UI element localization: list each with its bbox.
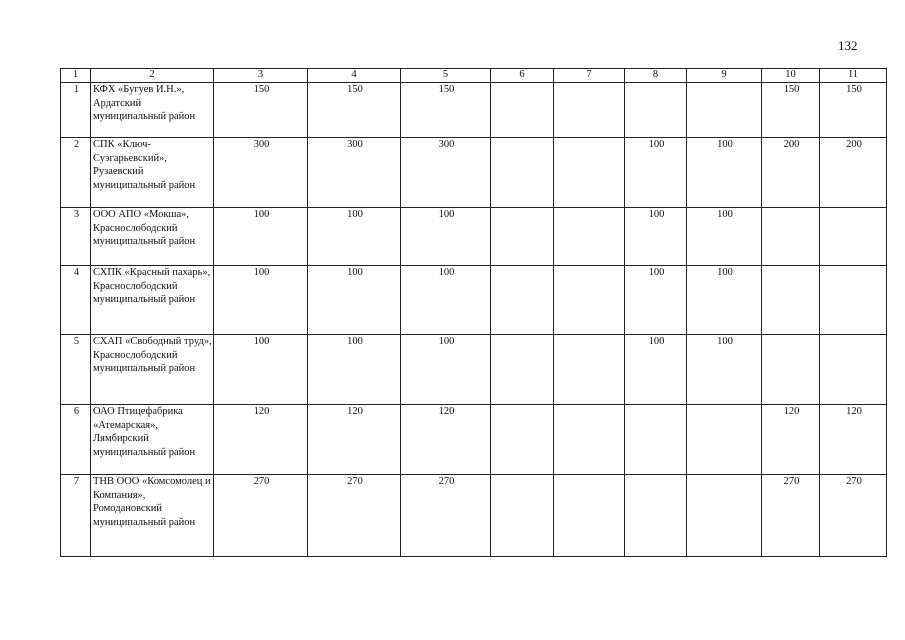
cell-col-4: 100 — [308, 266, 401, 335]
row-number: 6 — [61, 405, 91, 475]
column-header: 4 — [308, 69, 401, 83]
cell-col-7 — [554, 138, 625, 208]
cell-col-7 — [554, 208, 625, 266]
table-row — [61, 335, 887, 405]
cell-col-11: 150 — [820, 83, 887, 138]
table-row — [61, 475, 887, 557]
cell-col-8 — [625, 405, 687, 475]
organization-name: СХПК «Красный пахарь», Краснослободский муниципальный район — [91, 266, 214, 335]
organization-name: КФХ «Бугуев И.Н.», Ардатский муниципальный район — [91, 83, 214, 138]
cell-col-3: 120 — [214, 405, 308, 475]
cell-col-8: 100 — [625, 266, 687, 335]
cell-col-3: 300 — [214, 138, 308, 208]
row-number: 1 — [61, 83, 91, 138]
header-row — [61, 69, 887, 83]
cell-col-6 — [491, 83, 554, 138]
cell-col-11: 120 — [820, 405, 887, 475]
cell-col-7 — [554, 405, 625, 475]
cell-col-3: 100 — [214, 335, 308, 405]
table-row — [61, 138, 887, 208]
cell-col-4: 120 — [308, 405, 401, 475]
cell-col-4: 300 — [308, 138, 401, 208]
column-header: 11 — [820, 69, 887, 83]
cell-col-4: 150 — [308, 83, 401, 138]
cell-col-10: 200 — [762, 138, 820, 208]
cell-col-3: 100 — [214, 266, 308, 335]
organization-name: ТНВ ООО «Комсомолец и Компания», Ромодановский муниципальный район — [91, 475, 214, 557]
cell-col-3: 100 — [214, 208, 308, 266]
cell-col-11 — [820, 266, 887, 335]
table-row — [61, 405, 887, 475]
cell-col-5: 120 — [401, 405, 491, 475]
column-header: 2 — [91, 69, 214, 83]
column-header: 8 — [625, 69, 687, 83]
cell-col-5: 150 — [401, 83, 491, 138]
column-header: 10 — [762, 69, 820, 83]
table-row — [61, 266, 887, 335]
column-header: 7 — [554, 69, 625, 83]
column-header: 6 — [491, 69, 554, 83]
cell-col-5: 100 — [401, 335, 491, 405]
cell-col-9: 100 — [687, 208, 762, 266]
cell-col-6 — [491, 335, 554, 405]
cell-col-4: 270 — [308, 475, 401, 557]
row-number: 3 — [61, 208, 91, 266]
organization-name: ОАО Птицефабрика «Атемарская», Лямбирский муниципальный район — [91, 405, 214, 475]
cell-col-3: 270 — [214, 475, 308, 557]
organization-name: ООО АПО «Мокша», Краснослободский муниципальный район — [91, 208, 214, 266]
cell-col-8: 100 — [625, 208, 687, 266]
cell-col-7 — [554, 335, 625, 405]
column-header: 5 — [401, 69, 491, 83]
cell-col-7 — [554, 266, 625, 335]
row-number: 7 — [61, 475, 91, 557]
cell-col-8 — [625, 83, 687, 138]
cell-col-5: 300 — [401, 138, 491, 208]
cell-col-11 — [820, 208, 887, 266]
cell-col-8: 100 — [625, 335, 687, 405]
cell-col-4: 100 — [308, 335, 401, 405]
cell-col-6 — [491, 208, 554, 266]
cell-col-8 — [625, 475, 687, 557]
cell-col-7 — [554, 83, 625, 138]
row-number: 4 — [61, 266, 91, 335]
cell-col-9: 100 — [687, 138, 762, 208]
cell-col-6 — [491, 475, 554, 557]
column-header: 1 — [61, 69, 91, 83]
cell-col-9 — [687, 475, 762, 557]
cell-col-6 — [491, 266, 554, 335]
organization-name: СХАП «Свободный труд», Краснослободский муниципальный район — [91, 335, 214, 405]
cell-col-7 — [554, 475, 625, 557]
cell-col-5: 100 — [401, 208, 491, 266]
row-number: 2 — [61, 138, 91, 208]
cell-col-9 — [687, 83, 762, 138]
table-row — [61, 83, 887, 138]
cell-col-11: 200 — [820, 138, 887, 208]
cell-col-10 — [762, 335, 820, 405]
data-table — [60, 68, 887, 557]
cell-col-10 — [762, 208, 820, 266]
cell-col-8: 100 — [625, 138, 687, 208]
cell-col-9 — [687, 405, 762, 475]
cell-col-6 — [491, 138, 554, 208]
cell-col-10: 120 — [762, 405, 820, 475]
cell-col-9: 100 — [687, 266, 762, 335]
cell-col-10 — [762, 266, 820, 335]
cell-col-6 — [491, 405, 554, 475]
cell-col-11 — [820, 335, 887, 405]
cell-col-4: 100 — [308, 208, 401, 266]
organization-name: СПК «Ключ-Суэгарьевский», Рузаевский муниципальный район — [91, 138, 214, 208]
cell-col-10: 150 — [762, 83, 820, 138]
page-number: 132 — [838, 38, 858, 53]
row-number: 5 — [61, 335, 91, 405]
cell-col-5: 100 — [401, 266, 491, 335]
cell-col-9: 100 — [687, 335, 762, 405]
cell-col-10: 270 — [762, 475, 820, 557]
cell-col-3: 150 — [214, 83, 308, 138]
cell-col-5: 270 — [401, 475, 491, 557]
cell-col-11: 270 — [820, 475, 887, 557]
column-header: 9 — [687, 69, 762, 83]
column-header: 3 — [214, 69, 308, 83]
table-row — [61, 208, 887, 266]
